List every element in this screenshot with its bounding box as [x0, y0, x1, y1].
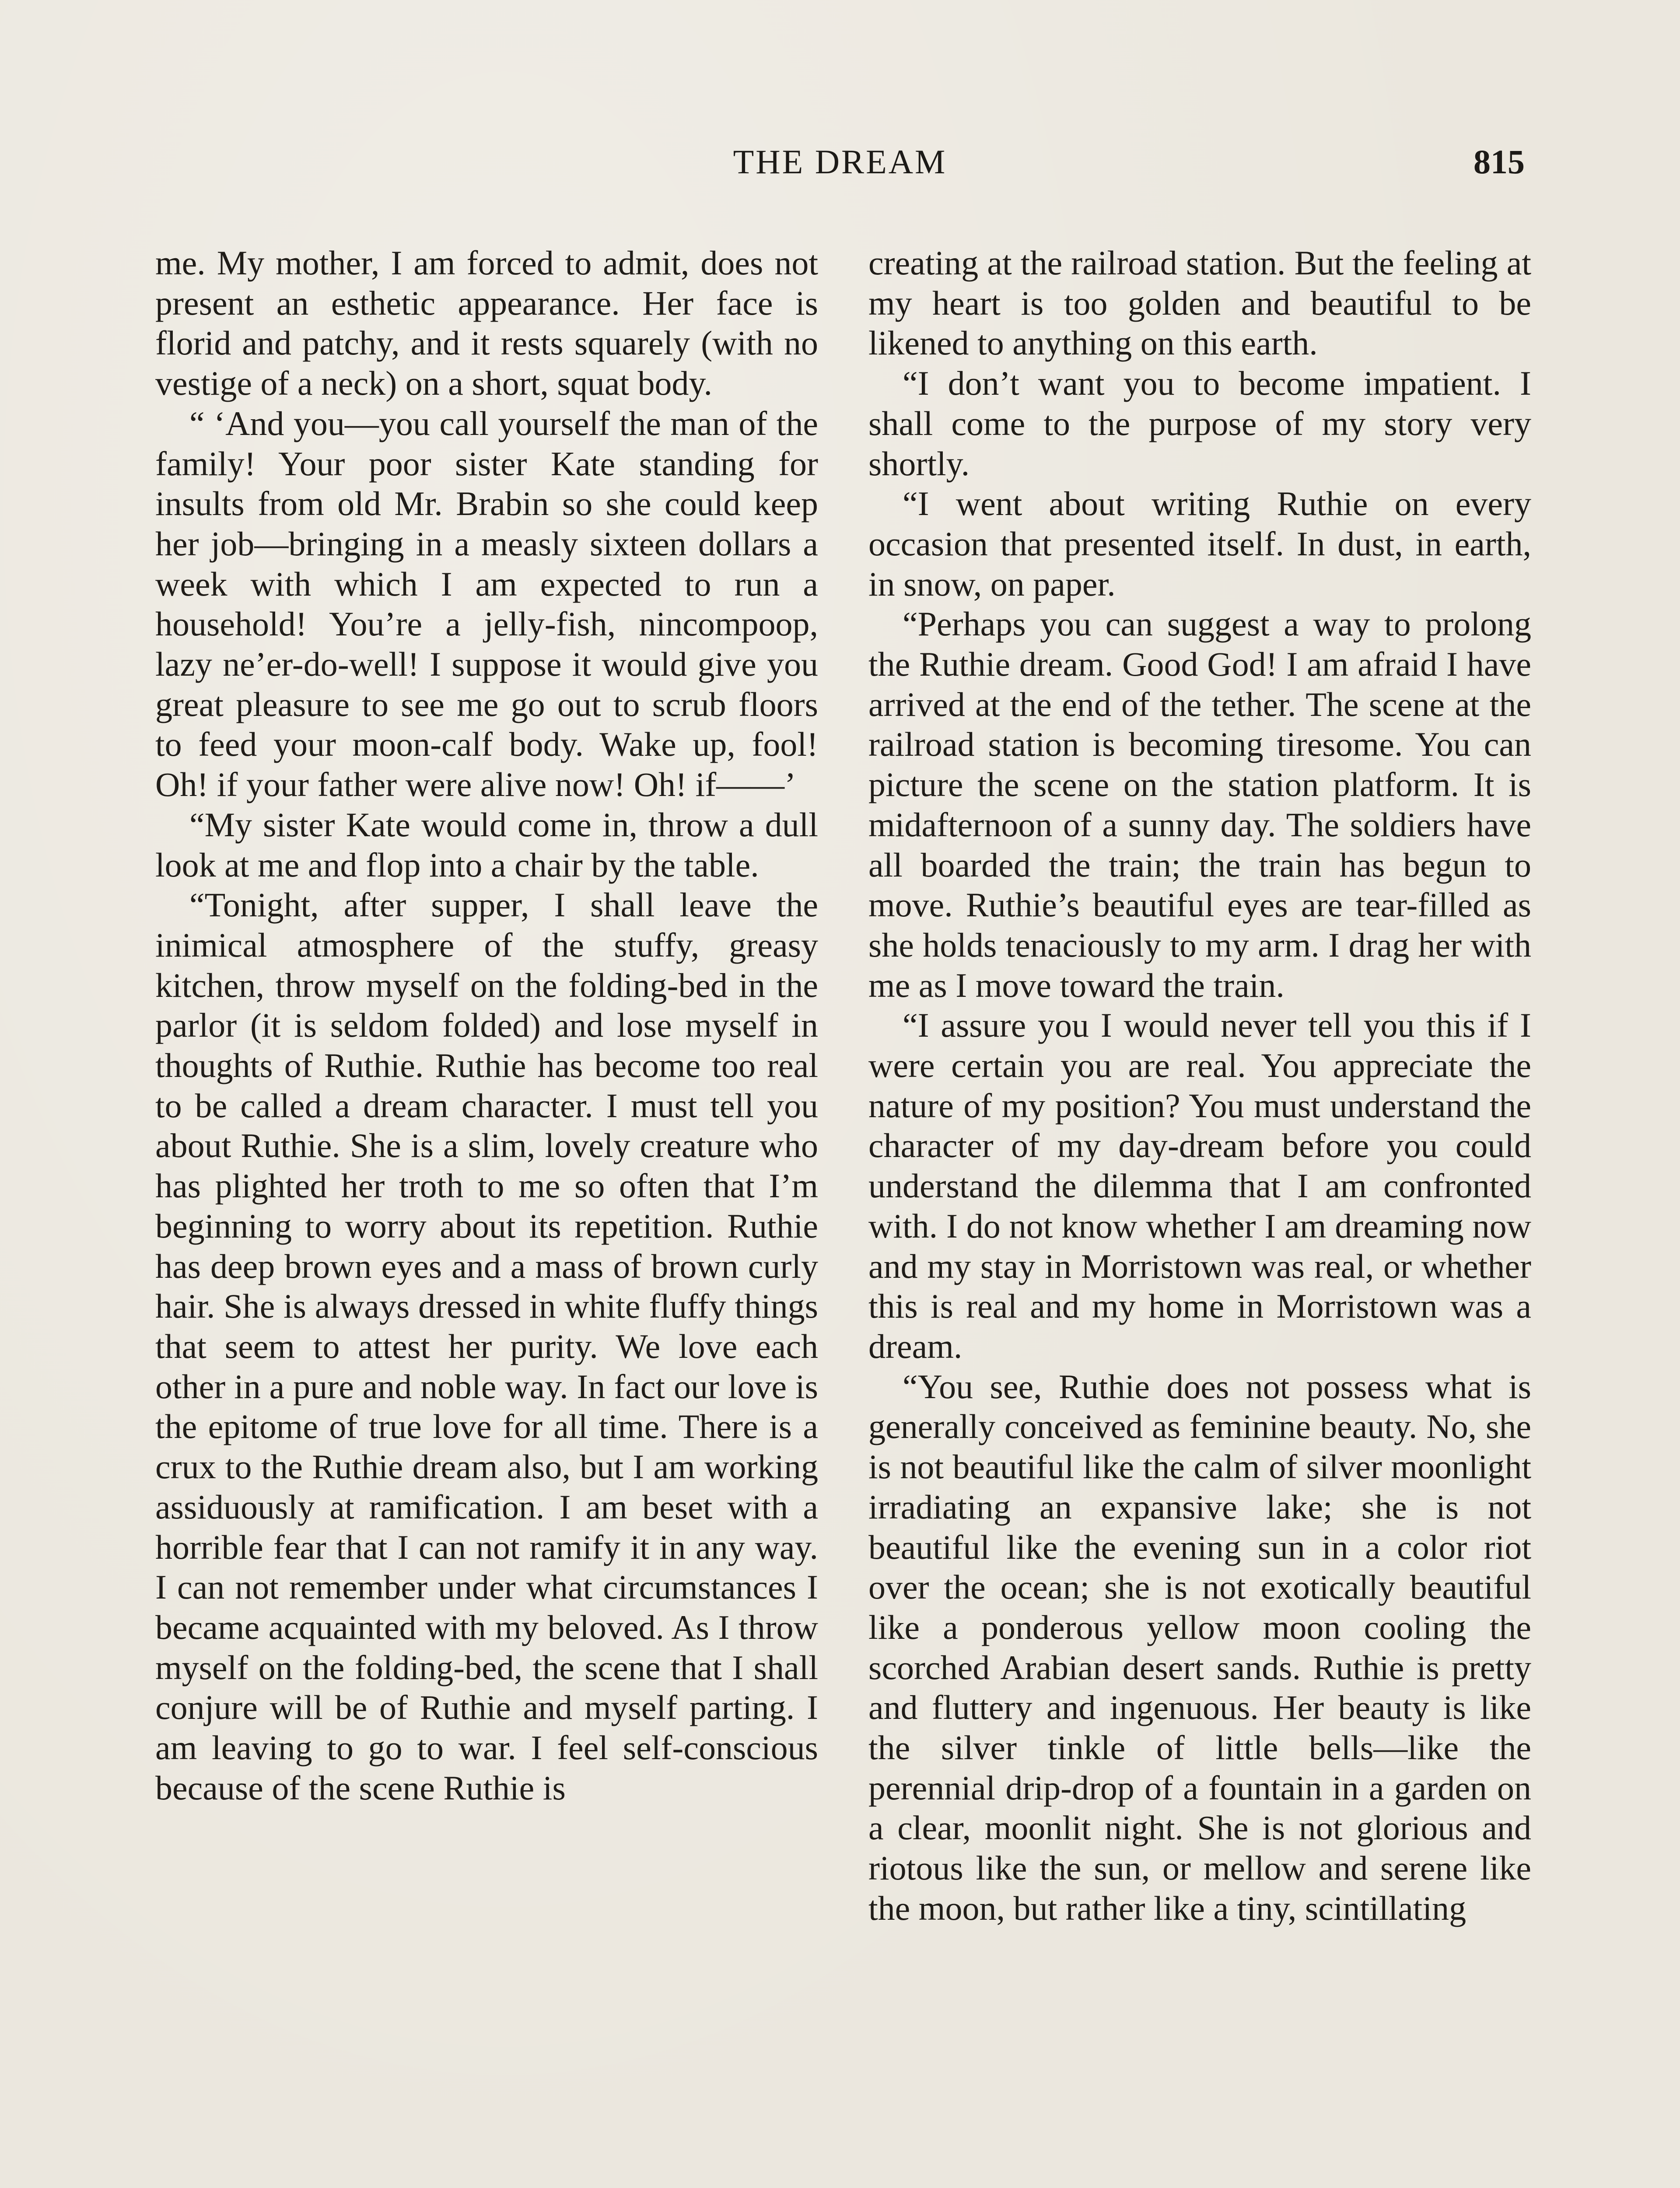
right-column [868, 243, 1531, 1929]
paragraph: “Tonight, after supper, I shall leave the inimical atmosphere of the stuffy, greasy kitchen, throw myself on the folding-bed in the parlor (it is seldom folded) and lose myself in thoughts of Ruthie. Ruthie has become too real to be called a dream character. I must tell you about Ruthie. She is a slim, lovely creature who has plighted her troth to me so often that I’m beginning to worry about its repetition. Ruthie has deep brown eyes and a mass of brown curly hair. She is always dressed in white fluffy things that seem to attest her purity. We love each other in a pure and noble way. In fact our love is the epitome of true love for all time. There is a crux to the Ruthie dream also, but I am working assiduously at ramification. I am beset with a horrible fear that I can not ramify it in any way. I can not remember under what circumstances I became acquainted with my beloved. As I throw myself on the folding-bed, the scene that I shall conjure will be of Ruthie and myself parting. I am leaving to go to war. I feel self-conscious because of the scene Ruthie is [155, 886, 818, 1807]
left-column [155, 243, 818, 1808]
page-number: 815 [1474, 143, 1525, 181]
paragraph: “You see, Ruthie does not possess what is generally conceived as feminine beauty. No, she is not beautiful like the calm of silver moonlight irradiating an expansive lake; she is not beautiful like the evening sun in a color riot over the ocean; she is not exotically beautiful like a ponderous yellow moon cooling the scorched Arabian desert sands. Ruthie is pretty and fluttery and ingenuous. Her beauty is like the silver tinkle of little bells—like the perennial drip-drop of a fountain in a garden on a clear, moonlit night. She is not glorious and riotous like the sun, or mellow and serene like the moon, but rather like a tiny, scintillating [868, 1367, 1531, 1927]
paragraph: me. My mother, I am forced to admit, does not present an esthetic appearance. Her face is florid and patchy, and it rests squarely (with no vestige of a neck) on a short, squat body. [155, 244, 818, 403]
paragraph: creating at the railroad station. But the feeling at my heart is too golden and beautiful to be likened to anything on this earth. [868, 244, 1531, 362]
paragraph: “I went about writing Ruthie on every occasion that presented itself. In dust, in earth, in snow, on paper. [868, 484, 1531, 603]
paragraph: “Perhaps you can suggest a way to prolong the Ruthie dream. Good God! I am afraid I have arrived at the end of the tether. The scene at the railroad station is becoming tiresome. You can picture the scene on the station platform. It is midafternoon of a sunny day. The soldiers have all boarded the train; the train has begun to move. Ruthie’s beautiful eyes are tear-filled as she holds tenaciously to my arm. I drag her with me as I move toward the train. [868, 605, 1531, 1004]
paragraph: “I don’t want you to become impatient. I shall come to the purpose of my story very shortly. [868, 364, 1531, 483]
paragraph: “I assure you I would never tell you this if I were certain you are real. You appreciate the nature of my position? You must understand the character of my day-dream before you could understand the dilemma that I am confronted with. I do not know whether I am dreaming now and my stay in Morristown was real, or whether this is real and my home in Morristown was a dream. [868, 1006, 1531, 1365]
paragraph: “My sister Kate would come in, throw a dull look at me and flop into a chair by the table. [155, 805, 818, 884]
paragraph: “ ‘And you—you call yourself the man of the family! Your poor sister Kate standing for insults from old Mr. Brabin so she could keep her job—bringing in a measly sixteen dollars a week with which I am expected to run a household! You’re a jelly-fish, nincompoop, lazy ne’er-do-well! I suppose it would give you great pleasure to see me go out to scrub floors to feed your moon-calf body. Wake up, fool! Oh! if your father were alive now! Oh! if——’ [155, 404, 818, 804]
running-head-title: THE DREAM [733, 143, 947, 181]
